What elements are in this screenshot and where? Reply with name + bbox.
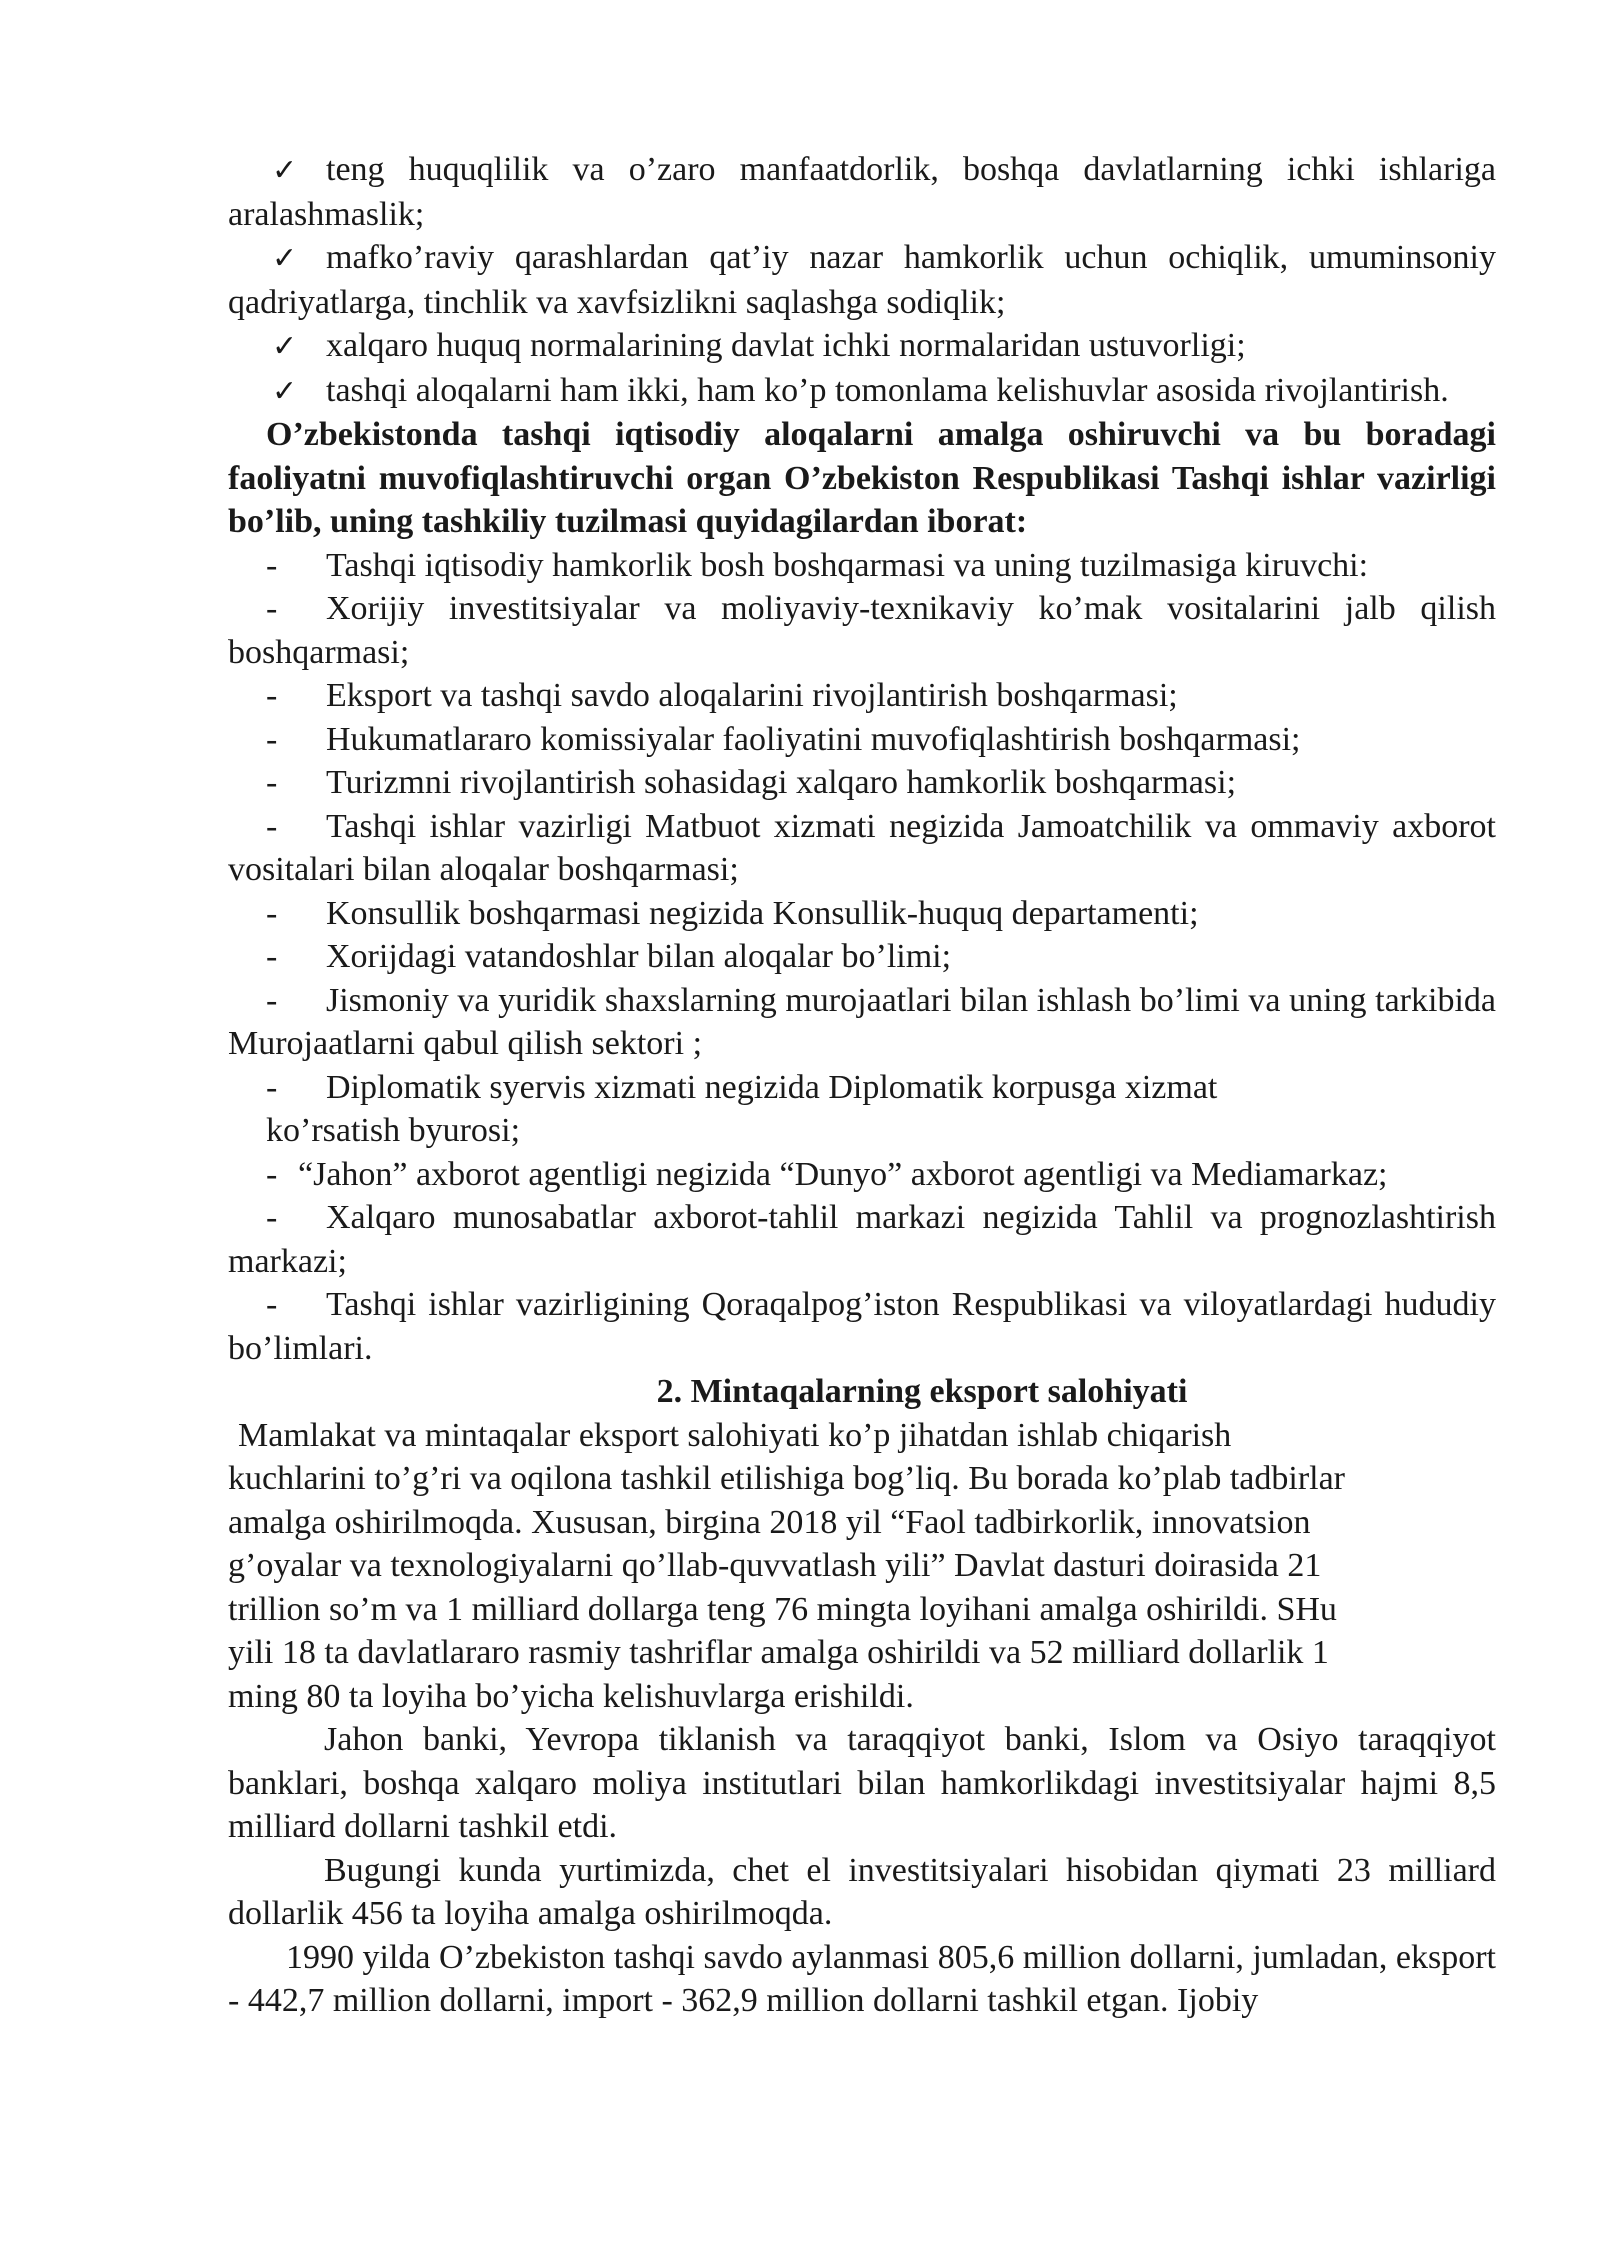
dash-marker: -: [266, 546, 278, 584]
dash-item: - Eksport va tashqi savdo aloqalarini rivojlantirish boshqarmasi;: [228, 674, 1496, 718]
dash-marker: -: [266, 894, 278, 932]
bold-intro-paragraph: O’zbekistonda tashqi iqtisodiy aloqalarni amalga oshiruvchi va bu boradagi faoliyatni muvofiqlashtiruvchi organ O’zbekiston Respublikasi Tashqi ishlar vazirligi bo’lib, uning tashkiliy tuzilmasi quyidagilardan iborat:: [228, 416, 1496, 540]
dash-item: - “Jahon” axborot agentligi negizida “Dunyo” axborot agentligi va Mediamarkaz;: [228, 1153, 1496, 1197]
dash-marker: -: [266, 1286, 278, 1323]
paragraph-export-potential: [228, 1414, 1496, 1719]
dash-item: - Tashqi ishlar vazirligining Qoraqalpog’iston Respublikasi va viloyatlardagi hududiy bo’limlari.: [228, 1283, 1496, 1370]
paragraph-trade-1990: 1990 yilda O’zbekiston tashqi savdo aylanmasi 805,6 million dollarni, jumladan, eksport - 442,7 million dollarni, import - 362,9 million dollarni tashkil etgan. Ijobiy: [228, 1938, 1496, 2019]
dash-marker: -: [266, 807, 278, 845]
dash-marker: -: [266, 720, 278, 758]
paragraph-investments: Bugungi kunda yurtimizda, chet el investitsiyalari hisobidan qiymati 23 milliard dollarlik 456 ta loyiha amalga oshirilmoqda.: [228, 1851, 1496, 1932]
text-line: Mamlakat va mintaqalar eksport salohiyati ko’p jihatdan ishlab chiqarish: [238, 1416, 1232, 1454]
check-item: ✓ xalqaro huquq normalarining davlat ichki normalaridan ustuvorligi;: [228, 324, 1496, 369]
checkmark-icon: ✓: [272, 153, 298, 188]
dash-marker: -: [266, 590, 278, 627]
text-line: ming 80 ta loyiha bo’yicha kelishuvlarga erishildi.: [228, 1677, 914, 1715]
checkmark-icon: ✓: [272, 329, 298, 364]
dash-marker: -: [266, 1199, 278, 1236]
dash-item: - Hukumatlararo komissiyalar faoliyatini muvofiqlashtirish boshqarmasi;: [228, 718, 1496, 762]
text-line: amalga oshirilmoqda. Xususan, birgina 2018 yil “Faol tadbirkorlik, innovatsion: [228, 1503, 1311, 1541]
paragraph-world-bank: Jahon banki, Yevropa tiklanish va taraqqiyot banki, Islom va Osiyo taraqqiyot banklari, boshqa xalqaro moliya institutlari bilan hamkorlikdagi investitsiyalar hajmi 8,5 milliard dollarni tashkil etdi.: [228, 1721, 1496, 1845]
dash-marker: -: [266, 938, 278, 975]
check-item: ✓ tashqi aloqalarni ham ikki, ham ko’p tomonlama kelishuvlar asosida rivojlantirish.: [228, 369, 1496, 414]
text-line: kuchlarini to’g’ri va oqilona tashkil etilishiga bog’liq. Bu borada ko’plab tadbirlar: [228, 1460, 1346, 1497]
dash-marker: -: [266, 1068, 278, 1106]
dash-item: - Tashqi iqtisodiy hamkorlik bosh boshqarmasi va uning tuzilmasiga kiruvchi:: [228, 544, 1496, 588]
text-line: g’oyalar va texnologiyalarni qo’llab-quvvatlash yili” Davlat dasturi doirasida 21: [228, 1547, 1322, 1584]
dash-item: - Xorijiy investitsiyalar va moliyaviy-texnikaviy ko’mak vositalarini jalb qilish boshqarmasi;: [228, 587, 1496, 674]
dash-item: - Tashqi ishlar vazirligi Matbuot xizmati negizida Jamoatchilik va ommaviy axborot vositalari bilan aloqalar boshqarmasi;: [228, 805, 1496, 892]
section-heading: 2. Mintaqalarning eksport salohiyati: [656, 1373, 1188, 1410]
dash-item: - Turizmni rivojlantirish sohasidagi xalqaro hamkorlik boshqarmasi;: [228, 761, 1496, 805]
checkmark-icon: ✓: [272, 373, 298, 409]
document-page: [228, 148, 1496, 2023]
checkmark-icon: ✓: [272, 241, 298, 276]
dash-item: - Xalqaro munosabatlar axborot-tahlil markazi negizida Tahlil va prognozlashtirish markazi;: [228, 1196, 1496, 1283]
dash-item-diplomatic: - Diplomatik syervis xizmati negizida Diplomatik korpusga xizmat: [228, 1066, 1496, 1110]
dash-item-diplomatic-continuation: ko’rsatish byurosi;: [266, 1112, 521, 1149]
dash-marker: -: [266, 677, 278, 714]
dash-marker: -: [266, 1155, 278, 1193]
text-line: yili 18 ta davlatlararo rasmiy tashriflar amalga oshirildi va 52 milliard dollarlik 1: [228, 1634, 1329, 1671]
dash-item: - Jismoniy va yuridik shaxslarning murojaatlari bilan ishlash bo’limi va uning tarkibida Murojaatlarni qabul qilish sektori ;: [228, 979, 1496, 1066]
check-item: ✓ mafko’raviy qarashlardan qat’iy nazar hamkorlik uchun ochiqlik, umuminsoniy qadriyatlarga, tinchlik va xavfsizlikni saqlashga sodiqlik;: [228, 239, 1496, 321]
check-item: ✓ teng huquqlilik va o’zaro manfaatdorlik, boshqa davlatlarning ichki ishlariga aralashmaslik;: [228, 151, 1496, 233]
dash-item: - Xorijdagi vatandoshlar bilan aloqalar bo’limi;: [228, 935, 1496, 979]
dash-item: - Konsullik boshqarmasi negizida Konsullik-huquq departamenti;: [228, 892, 1496, 936]
text-line: trillion so’m va 1 milliard dollarga teng 76 mingta loyihani amalga oshirildi. SHu: [228, 1590, 1337, 1628]
dash-marker: -: [266, 764, 278, 801]
dash-marker: -: [266, 981, 278, 1019]
